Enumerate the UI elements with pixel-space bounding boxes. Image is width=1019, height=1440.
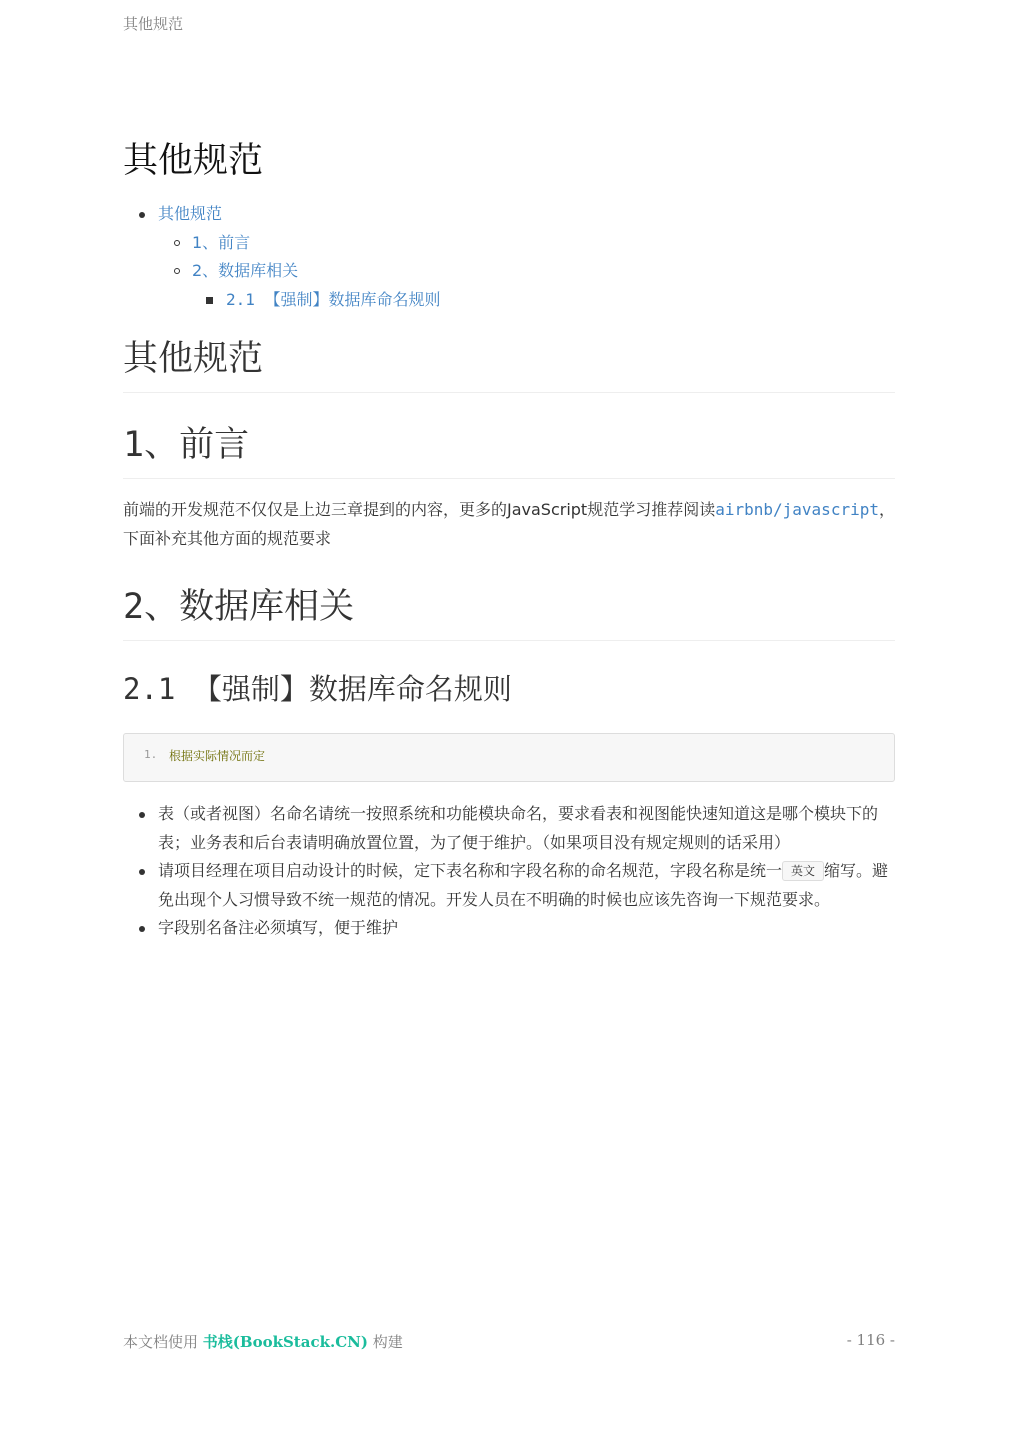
airbnb-javascript-link[interactable]: airbnb/javascript [715,500,879,519]
list-item [123,914,895,943]
list-item [123,857,895,914]
code-text: 根据实际情况而定 [169,749,266,763]
toc-item [192,229,895,258]
code-line-number: 1. [144,748,158,761]
toc-item [226,286,895,315]
toc-link-db-naming[interactable]: 2.1 【强制】数据库命名规则 [226,289,441,309]
bookstack-link[interactable]: 书栈(BookStack.CN) [202,1333,368,1351]
running-header: 其他规范 [123,15,184,33]
bullet-disc-icon [139,212,145,218]
bullet-circle-icon [174,268,180,274]
bullet-circle-icon [174,240,180,246]
bullet-disc-icon [139,812,145,818]
rule-text: 字段别名备注必须填写，便于维护 [158,918,399,937]
preface-text-before: 前端的开发规范不仅仅是上边三章提到的内容，更多的JavaScript规范学习推荐阅读 [123,500,716,519]
rule-text-after: 缩写。避免出现个人习惯导致不统一规范的情况。开发人员在不明确的时候也应该先咨询一下规范要求。 [158,861,889,909]
bullet-disc-icon [139,926,145,932]
rule-text: 表（或者视图）名命名请统一按照系统和功能模块命名，要求看表和视图能快速知道这是哪个模块下的表；业务表和后台表请明确放置位置，为了便于维护。（如果项目没有规定规则的话采用） [158,804,879,852]
footer-suffix: 构建 [372,1333,403,1351]
footer-prefix: 本文档使用 [123,1333,199,1351]
footer-credit [123,1331,403,1352]
list-item [123,800,895,857]
section-title-main: 其他规范 [123,336,895,393]
table-of-contents [123,200,895,314]
preface-paragraph [123,496,895,553]
bullet-disc-icon [139,869,145,875]
subsection-heading-db-naming: 2.1 【强制】数据库命名规则 [123,672,512,706]
toc-item [123,200,895,314]
section-heading-database: 2、数据库相关 [123,584,895,641]
toc-item [192,257,895,314]
page-number: - 116 - [846,1331,895,1349]
toc-title: 其他规范 [123,141,264,181]
section-heading-preface: 1、前言 [123,422,895,479]
bullet-square-icon [206,297,213,304]
code-block [123,733,895,782]
inline-code: 英文 [782,861,824,881]
page-content [123,138,895,943]
preface-text-after: ，下面补充其他方面的规范要求 [123,500,895,548]
toc-link-database[interactable]: 2、数据库相关 [192,261,299,280]
toc-link-other-specs[interactable]: 其他规范 [158,204,223,223]
toc-link-preface[interactable]: 1、前言 [192,232,251,252]
naming-rules-list [123,800,895,943]
rule-text-before: 请项目经理在项目启动设计的时候，定下表名称和字段名称的命名规范，字段名称是统一 [158,861,783,880]
